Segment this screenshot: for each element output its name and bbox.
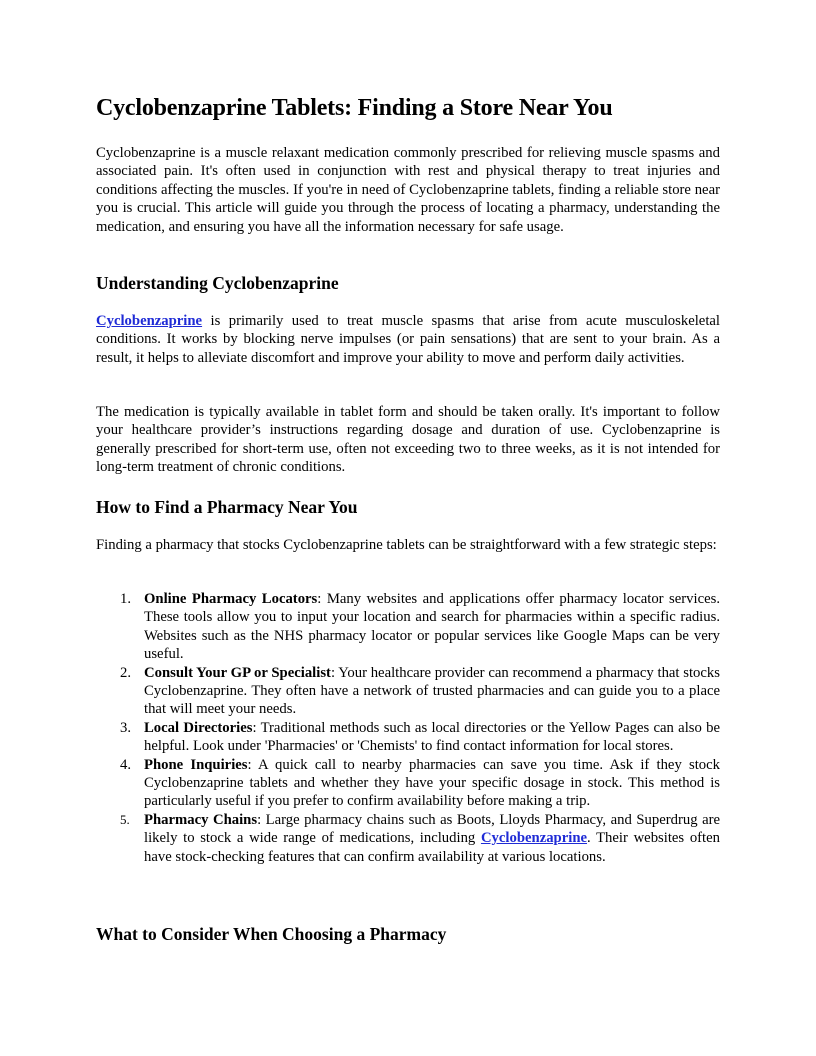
page-title: Cyclobenzaprine Tablets: Finding a Store Near You — [96, 95, 613, 121]
list-item — [96, 756, 720, 811]
understanding-paragraph-2: The medication is typically available in tablet form and should be taken orally. It's important to follow your healthcare provider’s instructions regarding dosage and duration of use. Cyclobenzaprine is generally prescribed for short-term use, often not exceeding two to three weeks, as it is not intended for long-term treatment of chronic conditions. — [96, 404, 720, 476]
step-title: Online Pharmacy Locators — [144, 591, 318, 607]
section-heading-understanding: Understanding Cyclobenzaprine — [96, 273, 339, 293]
section-heading-find-pharmacy: How to Find a Pharmacy Near You — [96, 497, 358, 517]
intro-paragraph: Cyclobenzaprine is a muscle relaxant medication commonly prescribed for relieving muscle spasms and associated pain. It's often used in conjunction with rest and physical therapy to treat injuries and conditions affecting the muscles. If you're in need of Cyclobenzaprine tablets, finding a reliable store near you is crucial. This article will guide you through the process of locating a pharmacy, understanding the medication, and ensuring you have all the information necessary for safe usage. — [96, 145, 720, 235]
step-text: : Your healthcare provider can recommend a pharmacy that stocks Cyclobenzaprine. They often have a network of trusted pharmacies and can guide you to a place that will meet your needs. — [144, 664, 720, 718]
step-title: Consult Your GP or Specialist — [144, 664, 331, 681]
list-number: 3. — [120, 719, 132, 736]
step-text: . Their websites often have stock-checking features that can confirm availability at various locations. — [144, 830, 720, 865]
cyclobenzaprine-link[interactable]: Cyclobenzaprine — [96, 313, 203, 329]
list-number: 1. — [120, 591, 132, 607]
list-number: 4. — [120, 756, 132, 773]
steps-list — [96, 590, 720, 866]
list-item — [96, 811, 720, 866]
list-item — [96, 719, 720, 756]
list-number: 5. — [120, 811, 130, 827]
step-text: : Traditional methods such as local directories or the Yellow Pages can also be helpful. Look under 'Pharmacies' or 'Chemists' to find contact information for local stores. — [144, 719, 721, 755]
list-item — [96, 664, 720, 719]
find-pharmacy-intro: Finding a pharmacy that stocks Cyclobenzaprine tablets can be straightforward with a few strategic steps: — [96, 537, 717, 553]
step-title: Local Directories — [144, 719, 253, 736]
step-title: Phone Inquiries — [144, 756, 248, 773]
list-item — [96, 590, 720, 664]
step-title: Pharmacy Chains — [144, 811, 258, 828]
step-text: : Large pharmacy chains such as Boots, Lloyds Pharmacy, and Superdrug are likely to stock a wide range of medications, including — [144, 811, 720, 847]
step-text: : A quick call to nearby pharmacies can save you time. Ask if they stock Cyclobenzaprine tablets and whether they have your specific dosage in stock. This method is particularly useful if you prefer to confirm availability before making a trip. — [144, 756, 721, 810]
step-text: : Many websites and applications offer pharmacy locator services. These tools allow you to input your location and search for pharmacies within a specific radius. Websites such as the NHS pharmacy locator or popular services like Google Maps can be very useful. — [144, 591, 720, 663]
section-heading-choosing-pharmacy: What to Consider When Choosing a Pharmacy — [96, 924, 447, 944]
list-number: 2. — [120, 664, 132, 681]
understanding-paragraph-1 — [96, 312, 720, 367]
cyclobenzaprine-link[interactable]: Cyclobenzaprine — [480, 830, 588, 847]
paragraph-text: is primarily used to treat muscle spasms that arise from acute musculoskeletal conditions. It works by blocking nerve impulses (or pain sensations) that are sent to your brain. As a result, it helps to alleviate discomfort and improve your ability to move and perform daily activities. — [96, 313, 720, 366]
